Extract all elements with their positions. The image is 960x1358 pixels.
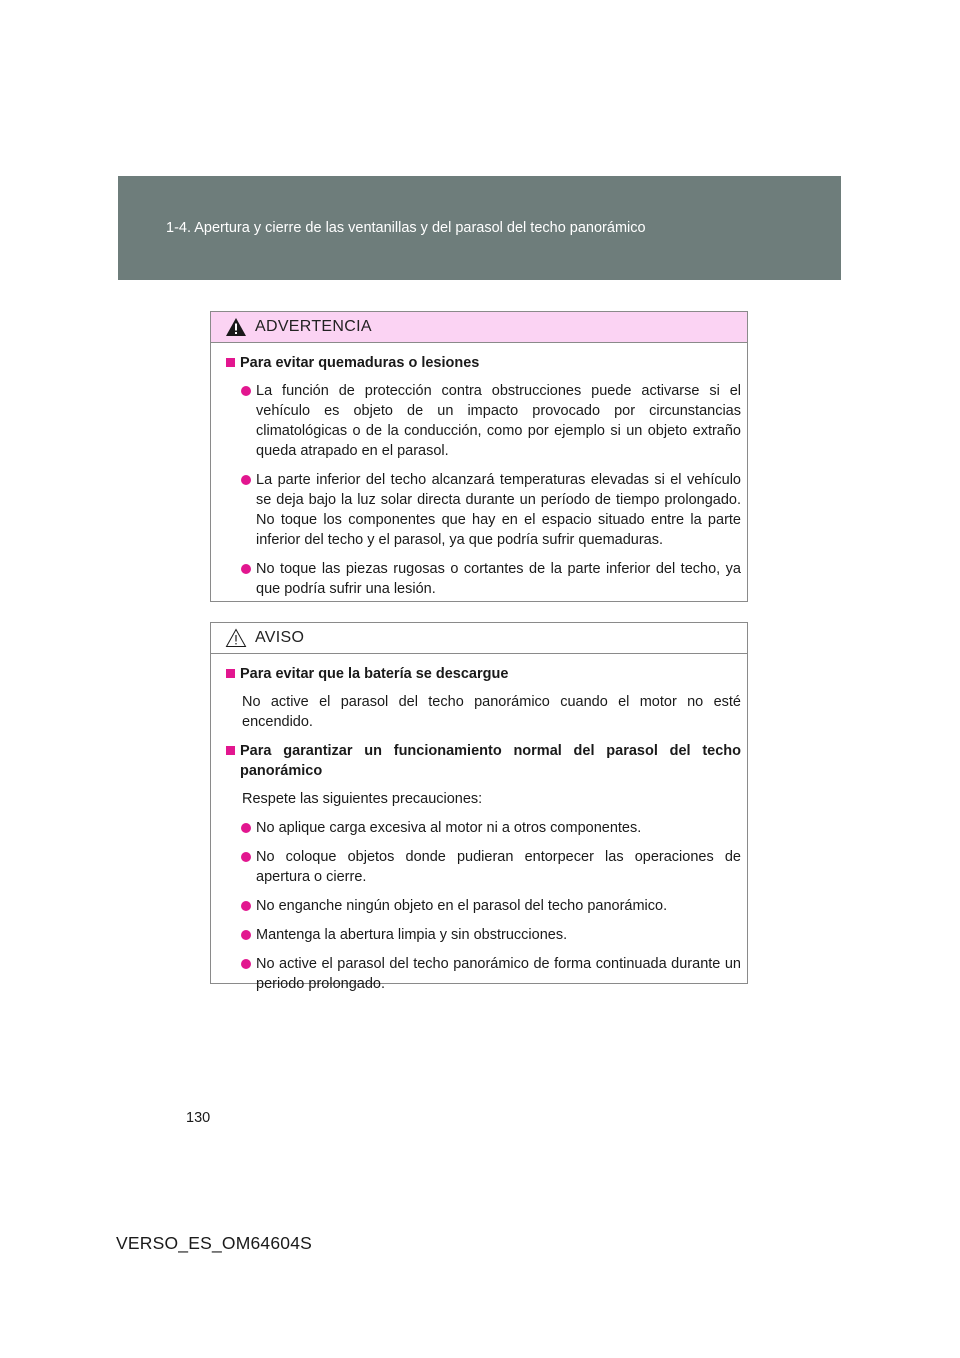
list-item: No aplique carga excesiva al motor ni a otros componentes. [226,818,741,838]
square-bullet-icon [226,358,235,367]
list-item: No active el parasol del techo panorámico de forma continuada durante un periodo prolongado. [226,954,741,994]
notice-paragraph: No active el parasol del techo panorámico cuando el motor no esté encendido. [242,694,741,730]
round-bullet-icon [241,475,251,485]
round-bullet-icon [241,959,251,969]
notice-paragraph: Respete las siguientes precauciones: [242,791,483,807]
notice-box-body [211,654,747,994]
round-bullet-icon [241,930,251,940]
square-bullet-icon [226,669,235,678]
list-item: No coloque objetos donde pudieran entorpecer las operaciones de apertura o cierre. [226,847,741,887]
caution-triangle-outline-icon [225,628,247,648]
notice-section-title: Para garantizar un funcionamiento normal del parasol del techo panorámico [226,741,741,781]
notice-section-title: Para evitar que la batería se descargue [226,664,741,684]
warning-box-body [211,343,747,599]
list-item: Mantenga la abertura limpia y sin obstrucciones. [226,925,741,945]
round-bullet-icon [241,564,251,574]
section-title: 1-4. Apertura y cierre de las ventanillas y del parasol del techo panorámico [166,220,646,236]
notice-label: AVISO [255,629,305,646]
list-item: No toque las piezas rugosas o cortantes de la parte inferior del techo, ya que podría sufrir una lesión. [226,559,741,599]
list-item: La parte inferior del techo alcanzará temperaturas elevadas si el vehículo se deja bajo la luz solar directa durante un período de tiempo prolongado. No toque los componentes que hay en el espacio situado entre la parte inferior del techo y el parasol, ya que podría sufrir quemaduras. [226,470,741,550]
notice-box [210,622,748,992]
warning-box [210,311,748,602]
list-item: No enganche ningún objeto en el parasol del techo panorámico. [226,896,741,916]
notice-box-header [211,623,747,654]
round-bullet-icon [241,852,251,862]
list-item: La función de protección contra obstrucciones puede activarse si el vehículo es objeto de un impacto provocado por circunstancias climatológicas o de la conducción, como por ejemplo si un objeto extraño queda atrapado en el parasol. [226,381,741,461]
square-bullet-icon [226,746,235,755]
page-number: 130 [186,1110,211,1126]
document-code: VERSO_ES_OM64604S [116,1233,313,1253]
warning-label: ADVERTENCIA [255,318,372,335]
round-bullet-icon [241,823,251,833]
round-bullet-icon [241,386,251,396]
warning-box-header [211,312,747,343]
round-bullet-icon [241,901,251,911]
warning-triangle-filled-icon [225,317,247,337]
section-header-band [118,176,841,280]
warning-section-title: Para evitar quemaduras o lesiones [226,353,741,373]
